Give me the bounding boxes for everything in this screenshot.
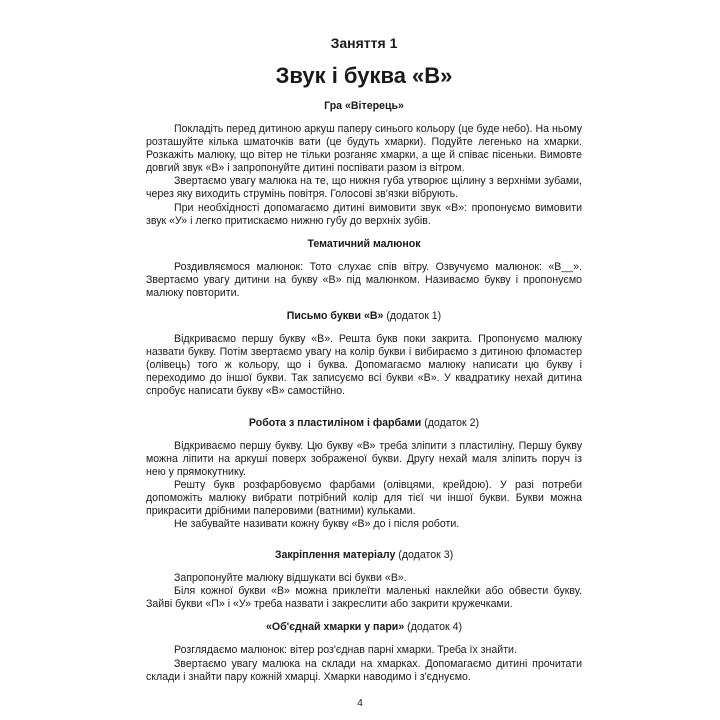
section-heading <box>146 238 582 251</box>
page-title: Звук і буква «В» <box>275 63 453 88</box>
paragraph: Відкриваємо першу букву. Цю букву «В» треба зліпити з пластиліну. Першу букву можна ліпити на аркуші поверх зображеної букви. Другу нехай маля зліпить поруч із нею у прямокутнику. <box>146 439 582 478</box>
page-content <box>146 30 582 684</box>
paragraph: Розглядаємо малюнок: вітер роз'єднав парні хмарки. Треба їх знайти. <box>174 644 517 657</box>
paragraph: Роздивляємося малюнок: Тото слухає спів вітру. Озвучуємо малюнок: «В__». Звертаємо увагу дитини на букву «В» під малюнком. Називаємо букву і пропонуємо малюку повторити. <box>146 260 582 299</box>
paragraph: Біля кожної букви «В» можна приклеїти маленькі наклейки або обвести букву. Зайві букви «П» і «У» треба назвати і закреслити або закрити кружечками. <box>146 585 582 611</box>
paragraph: При необхідності допомагаємо дитині вимовити звук «В»: пропонуємо вимовити звук «У» і легко притискаємо нижню губу до верхніх зубів. <box>146 201 582 227</box>
paragraph: Звертаємо увагу малюка на те, що нижня губа утворює щілину з верхніми зубами, через яку виходить струмінь повітря. Голосові зв'язки вібрують. <box>146 175 582 201</box>
paragraph: Не забувайте називати кожну букву «В» до і після роботи. <box>174 518 460 531</box>
paragraph: Запропонуйте малюку відшукати всі букви «В». <box>174 572 407 585</box>
spacer <box>146 531 582 539</box>
section-heading-text: «Об'єднай хмарки у пари» <box>265 621 405 634</box>
paragraph: Покладіть перед дитиною аркуш паперу синього кольору (це буде небо). На ньому розташуйте кілька шматочків вати (це будуть хмарки). Подуйте легенько на хмарки. Розкажіть малюку, що вітер не тільки розганяє хмарки, а ще й співає пісеньки. Вимовте довгий звук «В» і запропонуйте дитині поспівати разом із вітром. <box>146 123 582 175</box>
paragraph: Відкриваємо першу букву «В». Решта букв поки закрита. Пропонуємо малюку назвати букву. Потім звертаємо увагу на колір букви і вибираємо з дитиною фломастер (олівець) того ж кольору, що і буква. Допомагаємо малюку написати цю букву і переходимо до іншої букви. Так записуємо всі букви «В». У квадратику нехай дитина спробує написати букву «В» самостійно. <box>146 333 582 398</box>
section-heading <box>146 100 582 113</box>
lesson-label: Заняття 1 <box>330 35 398 51</box>
section-heading <box>146 310 582 323</box>
section-heading <box>146 417 582 430</box>
section-heading-note: (додаток 3) <box>395 549 454 562</box>
page-number: 4 <box>357 698 363 709</box>
section-heading-note: (додаток 4) <box>404 621 462 634</box>
section-heading-text: Закріплення матеріалу <box>274 549 396 562</box>
section-heading-text: Гра «Вітерець» <box>324 100 404 112</box>
section-heading-note: (додаток 1) <box>383 310 442 323</box>
section-heading-text: Письмо букви «В» <box>286 310 384 323</box>
section-heading-text: Тематичний малюнок <box>307 237 421 250</box>
section-heading-text: Робота з пластиліном і фарбами <box>248 416 422 429</box>
spacer <box>146 399 582 407</box>
section-heading-note: (додаток 2) <box>421 416 480 429</box>
section-heading <box>146 549 582 562</box>
section-heading <box>146 621 582 634</box>
paragraph: Звертаємо увагу малюка на склади на хмарках. Допомагаємо дитині прочитати склади і знайти пару кожній хмарці. Хмарки наводимо і з'єднуємо. <box>146 657 582 683</box>
paragraph: Решту букв розфарбовуємо фарбами (олівцями, крейдою). У разі потреби допоможіть малюку вибрати потрібний колір для тієї чи іншої букви. Букви можна прикрасити дрібними паперовими (ватними) кульками. <box>146 478 582 517</box>
